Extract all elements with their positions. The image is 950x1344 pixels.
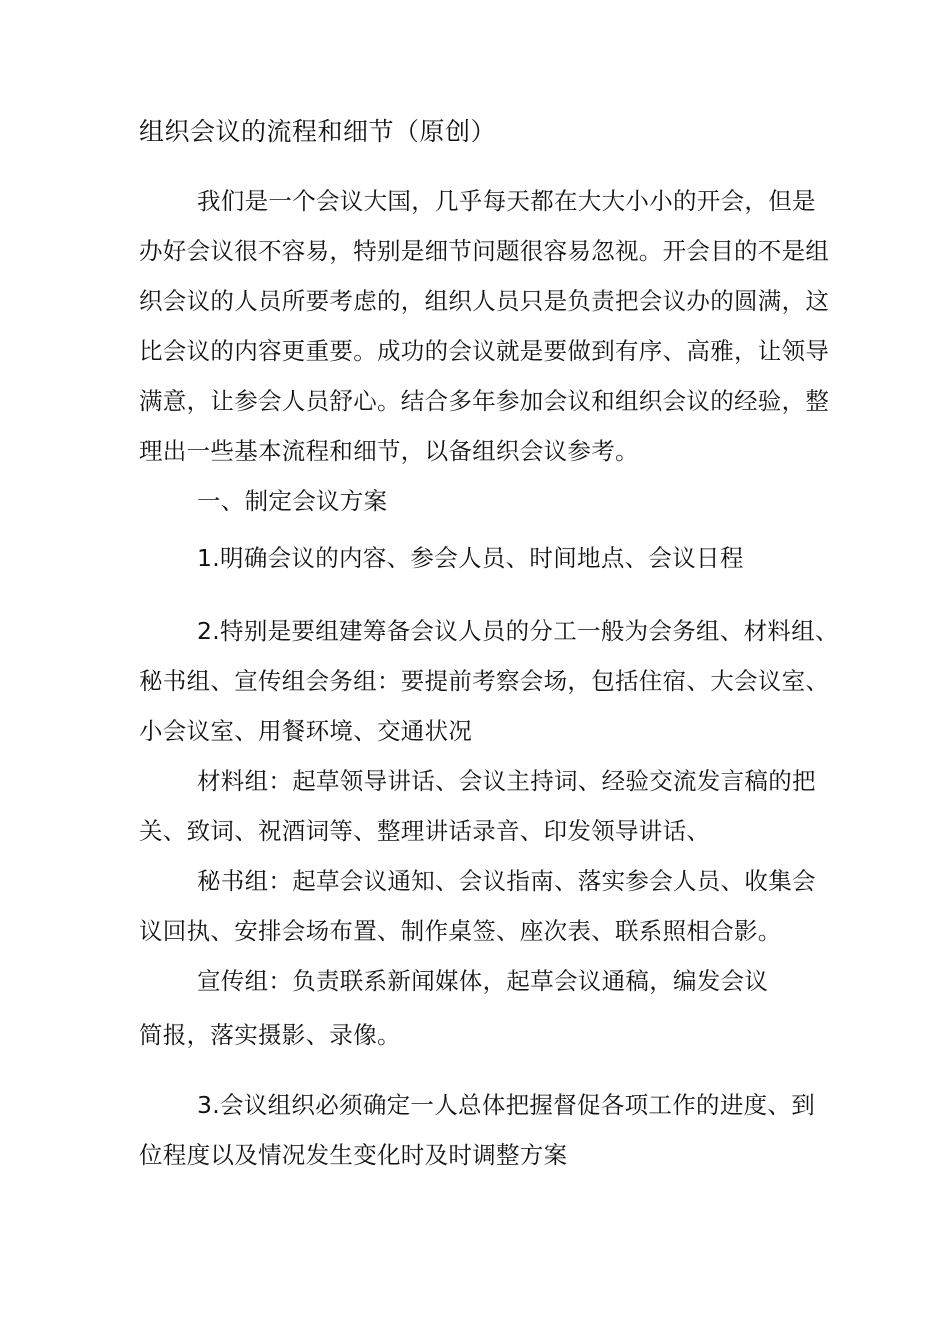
intro-line: 满意，让参会人员舒心。结合多年参加会议和组织会议的经验，整 xyxy=(139,387,830,415)
list-item-line: 3.会议组织必须确定一人总体把握督促各项工作的进度、到 xyxy=(197,1091,816,1119)
intro-line: 比会议的内容更重要。成功的会议就是要做到有序、高雅，让领导 xyxy=(139,337,830,365)
paragraph-line: 秘书组：起草会议通知、会议指南、落实参会人员、收集会 xyxy=(197,867,816,895)
intro-line: 我们是一个会议大国，几乎每天都在大大小小的开会，但是 xyxy=(197,187,816,215)
paragraph-line: 宣传组：负责联系新闻媒体，起草会议通稿，编发会议 xyxy=(197,967,769,995)
document-title: 组织会议的流程和细节（原创） xyxy=(139,117,497,146)
list-item-1: 1.明确会议的内容、参会人员、时间地点、会议日程 xyxy=(197,544,744,572)
paragraph-line: 议回执、安排会场布置、制作桌签、座次表、联系照相合影。 xyxy=(139,917,782,945)
list-item-line: 位程度以及情况发生变化时及时调整方案 xyxy=(139,1141,568,1169)
intro-line: 织会议的人员所要考虑的，组织人员只是负责把会议办的圆满，这 xyxy=(139,287,830,315)
list-item-line: 秘书组、宣传组会务组：要提前考察会场，包括住宿、大会议室、 xyxy=(139,667,830,695)
intro-line: 理出一些基本流程和细节，以备组织会议参考。 xyxy=(139,437,639,465)
paragraph-line: 关、致词、祝酒词等、整理讲话录音、印发领导讲话、 xyxy=(139,817,711,845)
section-heading: 一、制定会议方案 xyxy=(197,487,388,515)
paragraph-line: 简报，落实摄影、录像。 xyxy=(139,1021,401,1049)
intro-line: 办好会议很不容易，特别是细节问题很容易忽视。开会目的不是组 xyxy=(139,237,830,265)
paragraph-line: 材料组：起草领导讲话、会议主持词、经验交流发言稿的把 xyxy=(197,767,816,795)
list-item-line: 小会议室、用餐环境、交通状况 xyxy=(139,717,473,745)
list-item-line: 2.特别是要组建筹备会议人员的分工一般为会务组、材料组、 xyxy=(197,617,839,645)
